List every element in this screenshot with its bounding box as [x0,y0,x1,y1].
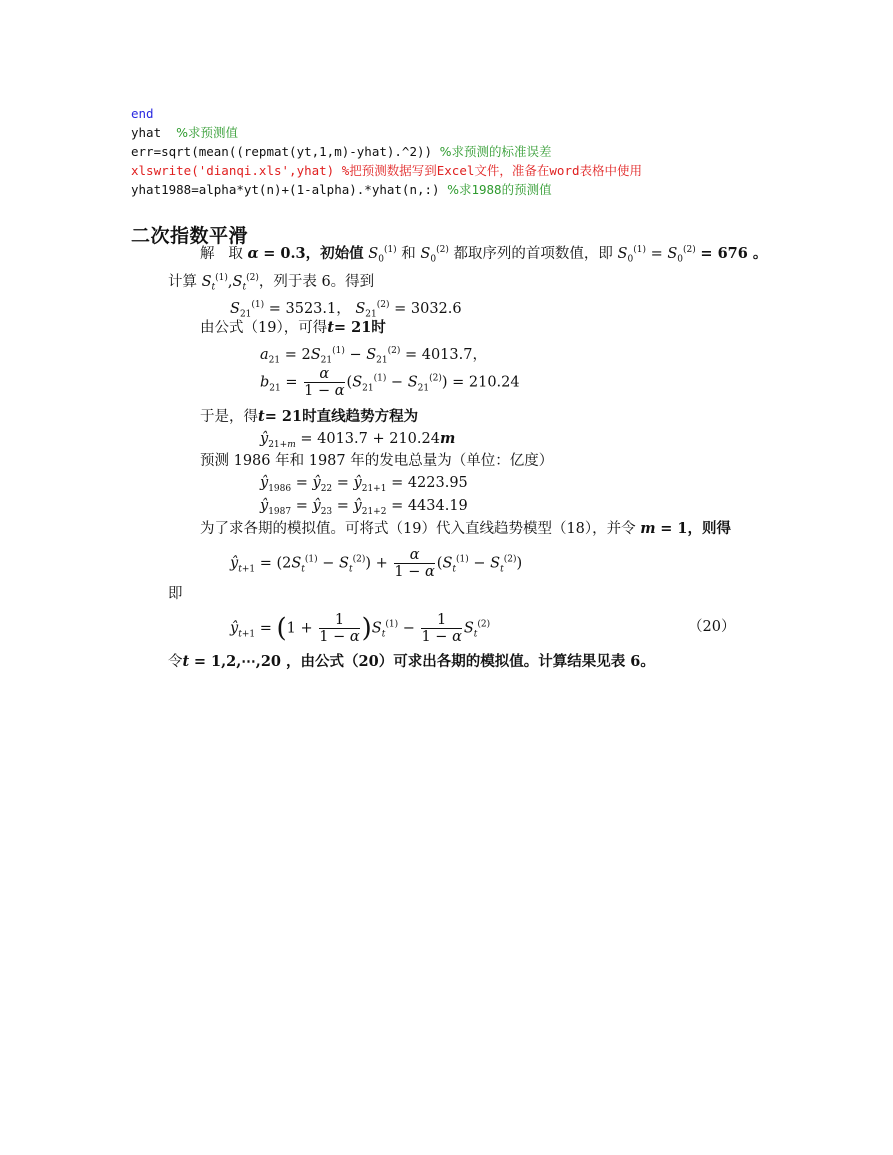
math-line-ji [168,584,183,604]
text: 即 [168,586,183,602]
text: = 4223.95 [391,475,468,491]
math-line-7: 为了求各期的模拟值。可将式（19）代入直线趋势模型（18），并令 m = 1，则得 [200,520,732,537]
code-text: err=sqrt(mean((repmat(yt,1,m)-yhat).^2)) [131,144,440,159]
code-comment: 的预测值 [501,182,552,197]
code-line-yhat [131,123,238,142]
text: 解 [200,245,215,262]
text: 取 [228,245,243,262]
math-line-2: 计算 $S_t^{(1)},S_t^{(2)}$，列于表 6。得到 [168,273,375,293]
code-line-xlswrite [131,161,642,180]
code-comment: 1988 [471,182,502,197]
text: 于是，得 [200,409,258,425]
math-line-8: 令t = 1,2,⋯,20 ，由公式（20）可求出各期的模拟值。计算结果见表 6。 [168,653,655,670]
text: = 0.3，初始值 [263,244,364,262]
section-heading: 二次指数平滑 [131,225,249,247]
text: （20） [688,619,736,635]
text: 由公式（19），可得 [200,320,328,336]
math-line-yt1: $ŷ_{t+1} = (2S_t^{(1)} - S_t^{(2)})$ + $\frac{\alpha}{1 - \alpha}$ $(S_t^{(1)} - S_t^{(2)})$ [230,547,523,580]
code-text: yhat1988=alpha*yt(n)+(1-alpha).*yhat(n,:) [131,182,448,197]
math-line-y1986: $ŷ_{1986}$ = $ŷ_{22}$ = $ŷ_{21+1} = 4223.95$ [260,475,468,494]
text: = 1,2,⋯,20 ，由公式（20）可求出各期的模拟值。计算结果见表 6。 [193,653,655,670]
text: = 4434.19 [391,498,468,514]
math-line-y1987: $ŷ_{1987}$ = $ŷ_{23}$ = $ŷ_{21+2} = 4434.19$ [260,498,468,517]
text: = 4013.7， [404,346,487,363]
fraction: $\frac{1}{1 - \alpha}$ [421,612,462,645]
text: 计算 [168,273,197,290]
text: = 3032.6 [394,300,462,317]
math-line-6 [200,451,553,471]
text: = 21时 [333,319,386,336]
math-line-b21: $b_{21}$ = $\frac{\alpha}{1 - \alpha}$ $(S_{21}^{(1)} - S_{21}^{(2)}) = 210.24$ [260,366,520,399]
fraction: $\frac{\alpha}{1 - \alpha}$ [394,547,435,580]
fraction: $\frac{1}{1 - \alpha}$ [319,612,360,645]
math-line-1: 解 取 α = 0.3，初始值 $S_0^{(1)}$ 和 $S_0^{(2)}$ 都取序列的首项数值，即 $S_0^{(1)} = S_0^{(2)} = 676$ 。 [200,244,768,265]
math-line-4: 由公式（19），可得t= 21时 [200,319,386,336]
code-text: yhat [131,125,177,140]
text: 为了求各期的模拟值。可将式（19）代入直线趋势模型（18），并令 [200,521,636,537]
code-line-end [131,104,154,123]
math-line-eq20: $ŷ_{t+1} = (1$ + $\frac{1}{1 - \alpha}$ )$S_t^{(1)}$ − $\frac{1}{1 - \alpha}$ $S_t^{(2)}$ [230,612,491,645]
text: 都取序列的首项数值，即 [453,245,613,262]
code-string: 文件，准备在 [474,163,550,178]
equation-number [688,617,735,637]
code-comment: %求预测值 [176,125,239,140]
text: 预测 1986 年和 1987 年的发电总量为（单位：亿度） [200,453,554,469]
keyword-end: end [131,106,154,121]
math-line-a21: $a_{21} = 2S_{21}^{(1)} - S_{21}^{(2)} = 4013.7$， [260,346,487,366]
code-string: xlswrite('dianqi.xls',yhat) %把预测数据写到 [131,163,437,178]
code-comment: %求 [447,182,472,197]
fraction: $\frac{\alpha}{1 - \alpha}$ [304,366,345,399]
math-line-5: 于是，得t= 21时直线趋势方程为 [200,408,419,425]
text: ，列于表 6。得到 [258,273,375,290]
text: = 210.24 [452,374,520,391]
math-line-3: $S_{21}^{(1)} = 3523.1$， $S_{21}^{(2)} = 3032.6$ [230,300,462,320]
text: 和 [401,245,416,262]
code-string: word [549,163,580,178]
code-string: Excel [436,163,475,178]
math-line-trend: $ŷ_{21+m} = 4013.7 + 210.24m$ [260,430,456,450]
code-line-yhat1988 [131,180,552,199]
text: = 1，则得 [660,520,732,537]
code-line-err [131,142,551,161]
text: 令 [168,654,183,670]
text: = 4013.7 + 210.24 [300,431,440,447]
text: = 3523.1， [268,300,351,317]
code-string: 表格中使用 [579,163,643,178]
text: = 676 。 [700,244,768,262]
code-comment: %求预测的标准误差 [439,144,552,159]
text: = 21时直线趋势方程为 [264,408,419,425]
